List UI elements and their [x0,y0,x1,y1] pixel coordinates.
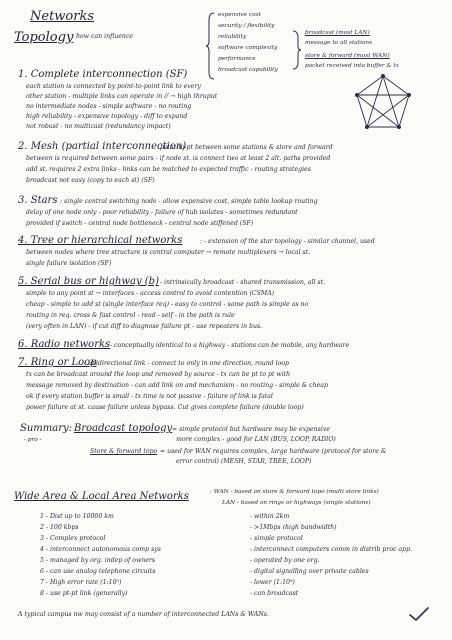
list-item: 8 - use pt-pt link (generally) [40,590,128,597]
section-title: 1. Complete interconnection (SF) [18,69,188,80]
section-line: - intrinsically broadcast - shared transmission, all st. [160,279,326,286]
influence-item: performance [218,56,256,62]
influence-item: broadcast capability [218,67,278,73]
page-title: Networks [30,9,95,24]
section-line: (very often in LAN) - if cut diff to diagnose failure pt - use repeaters in bus. [26,323,263,330]
section-title: 5. Serial bus or highway (b) [18,276,159,287]
section-line: high reliability - expensive topology - diff to expand [26,113,188,120]
store-forward-topology-label: Store & forward topo [90,448,158,455]
list-item: 6 - can use analog telephone circuits [40,568,156,575]
summary-sub: - pro - [24,437,42,443]
list-item: - within 2km [250,513,290,520]
section-line: single failure isolation (SF) [26,260,112,267]
topology-heading: Topology [14,30,74,45]
broadcast-label: broadcast (most LAN) [305,30,370,36]
section-line: tx can be broadcast around the loop and removed by source - tx can be pt to pt with [26,371,291,378]
influence-item: security / flexibility [218,23,275,29]
section-line: simple to any point st → interfaces - access control to avoid contention (CSMA) [26,290,275,297]
section-line: cheap - simple to add st (single interface req) - easy to control - same path is simple as no [26,301,309,308]
list-item: - interconnect computers comm in distrib proc app. [250,546,413,553]
broadcast-topology-desc: = simple protocol but hardware may be expensive [172,426,330,433]
section-line: between nodes where tree structure is central computer → remote multiplexers → local st. [26,249,311,256]
brace-right-icon [292,30,302,70]
store-forward-sub: packet received into buffer & tx [305,63,399,69]
section-line: provided if switch - central node bottleneck - central node stiffened (SF) [26,220,254,227]
section-line: delay of one node only - poor reliability - failure of hub isolates - sometimes redundant [26,209,298,216]
section-line: : unidirectional link - connect to only in one direction, round loop [84,360,289,367]
wan-definition: : WAN - based on store & forward topo (multi store links) [210,489,379,495]
section-title: 6. Radio networks [18,339,111,350]
section-title: 3. Stars [18,195,58,206]
section-line: : - extension of the star topology - similar channel, used [200,238,375,245]
list-item: 5 - managed by org. indep of owners [40,557,156,564]
section-title: 7. Ring or Loop [18,357,97,368]
list-item: 3 - Complex protocol [40,535,106,542]
section-line: each station is connected by point-to-point link to every [26,83,201,90]
broadcast-topology-label: Broadcast topology [74,423,173,434]
store-forward-topology-desc: = used for WAN requires complex, large hardware (protocol for store & [160,448,387,455]
list-item: - can broadcast [250,590,299,597]
checkmark-icon [408,606,430,622]
brace-icon [206,12,216,80]
list-item: 7 - High error rate (1:10⁵) [40,579,122,586]
section-line: - conceptually identical to a highway - stations can be mobile, any hardware [110,342,350,349]
wan-lan-title: Wide Area & Local Area Networks [14,491,189,502]
list-item: - digital signalling over private cables [250,568,369,575]
broadcast-topology-desc: more complex - good for LAN (BUS, LOOP, RADIO) [176,436,336,443]
section-line: add st. requires 2 extra links - links can be matched to expected traffic - routing strategies [26,166,311,173]
store-forward-label: store & forward (most WAN) [305,53,390,59]
section-line: no intermediate nodes - simple software - no routing [26,103,192,110]
list-item: - >1Mbps (high bandwidth) [250,524,337,531]
lan-definition: LAN - based on rings or highways (single stations) [222,500,371,506]
broadcast-sub: message to all stations [305,40,373,46]
list-item: 4 - interconnect autonomous comp sys [40,546,161,553]
section-line: not robust - no multicast (redundancy impact) [26,123,171,130]
influence-item: expensive cost [218,12,261,18]
section-title: 4. Tree or hierarchical networks [18,235,183,246]
list-item: - lower (1:10⁹) [250,579,295,586]
list-item: - operated by one org. [250,557,320,564]
how-influence-text: : how can influence [72,33,133,40]
section-line: routing in req. cross & fast control - read - self - in the path is rule [26,312,235,319]
section-title: 2. Mesh (partial interconnection) [18,141,187,152]
influence-item: reliability [218,34,247,40]
section-line: other station - multiple links can operate in // → high thruput [26,93,218,100]
list-item: - simple protocol [250,535,303,542]
footer-note: A typical campus nw may consist of a number of interconnected LANs & WANs. [18,611,269,618]
influence-item: software complexity [218,45,278,51]
list-item: 2 - 100 kbps [40,524,79,531]
section-line: between is required between some pairs - if node st. is connect two at least 2 alt. paths provided [26,155,331,162]
list-item: 1 - Dist up to 10000 km [40,513,114,520]
section-line: ok if every station buffer is small - tx time is not passive - failure of link is fatal [26,393,273,400]
complete-graph-pentagon-icon [352,72,414,134]
section-line: point-to-pt between some stations & store and forward [160,144,333,151]
store-forward-topology-desc: error control) (MESH, STAR, TREE, LOOP) [176,458,312,465]
section-line: broadcast not easy (copy to each st) (SF) [26,177,155,184]
section-line: message removed by destination - can add link on and mechanism - no routing - simple & cheap [26,382,328,389]
section-line: : single central switching node - allow expensive cost, simple table lookup routing [60,198,318,205]
section-line: power failure at st. cause failure unless bypass. Cut gives complete failure (double loop) [26,404,304,411]
summary-label: Summary: [20,423,73,434]
